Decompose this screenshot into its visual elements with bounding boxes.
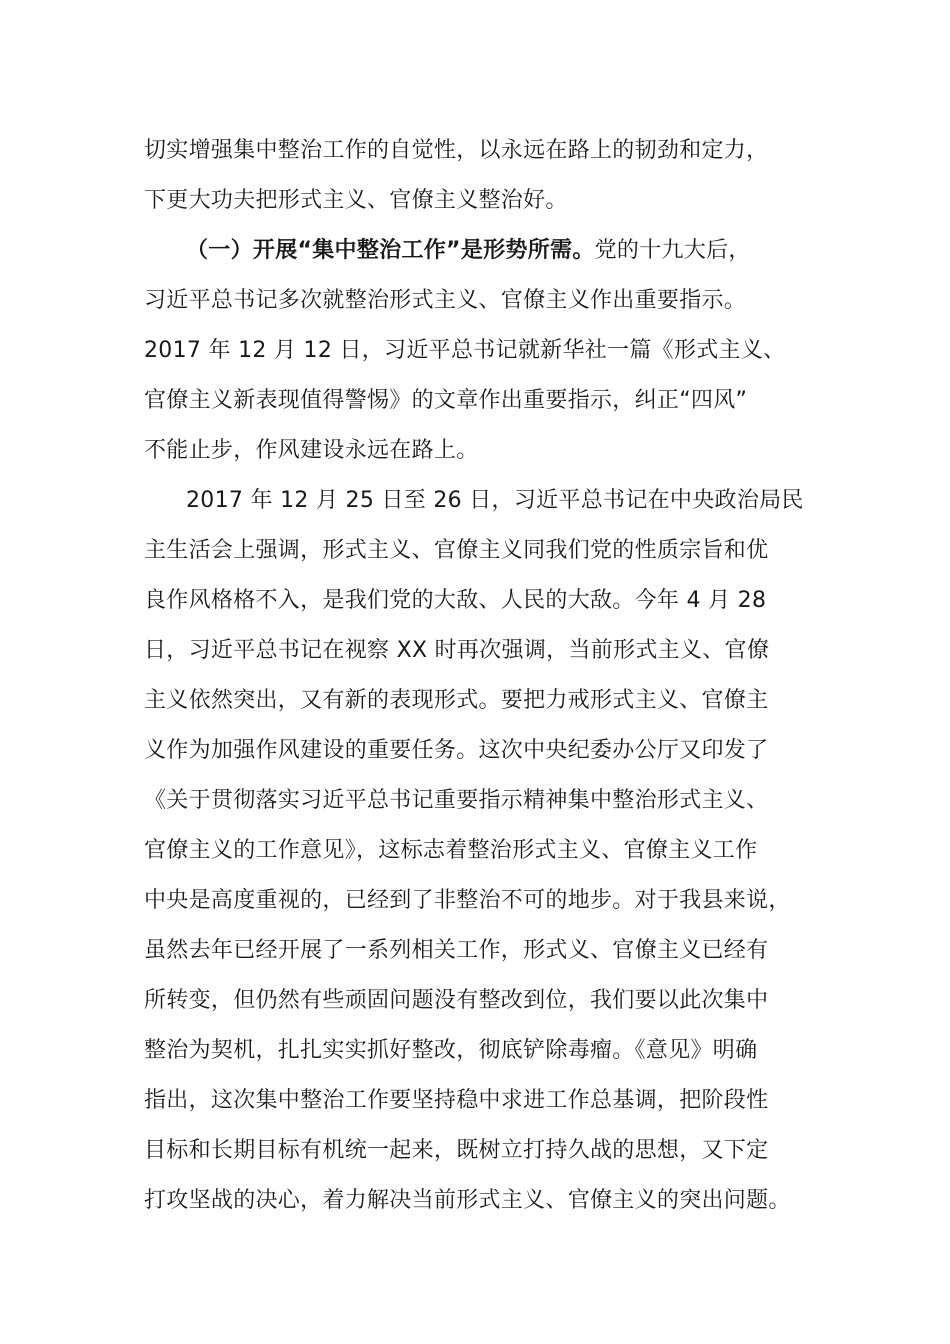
- paragraph-line: 所转变，但仍然有些顽固问题没有整改到位，我们要以此次集中: [144, 988, 769, 1013]
- paragraph-line: 2017 年 12 月 12 日，习近平总书记就新华社一篇《形式主义、: [144, 338, 786, 363]
- paragraph-line: 主生活会上强调，形式主义、官僚主义同我们党的性质宗旨和优: [144, 538, 769, 563]
- paragraph-line: 义作为加强作风建设的重要任务。这次中央纪委办公厅又印发了: [144, 738, 769, 763]
- paragraph-line: 中央是高度重视的，已经到了非整治不可的地步。对于我县来说，: [144, 888, 791, 913]
- paragraph-line: 虽然去年已经开展了一系列相关工作，形式义、官僚主义已经有: [144, 938, 769, 963]
- paragraph-line: 主义依然突出，又有新的表现形式。要把力戒形式主义、官僚主: [144, 688, 769, 713]
- paragraph-line: 指出，这次集中整治工作要坚持稳中求进工作总基调，把阶段性: [144, 1088, 769, 1113]
- paragraph-line: 《关于贯彻落实习近平总书记重要指示精神集中整治形式主义、: [144, 788, 769, 813]
- paragraph-line: 日，习近平总书记在视察 XX 时再次强调，当前形式主义、官僚: [144, 638, 770, 663]
- paragraph-line: 切实增强集中整治工作的自觉性，以永远在路上的韧劲和定力，: [144, 138, 769, 163]
- paragraph-line: 整治为契机，扎扎实实抓好整改，彻底铲除毒瘤。《意见》明确: [144, 1038, 758, 1063]
- paragraph-line: 官僚主义新表现值得警惕》的文章作出重要指示，纠正“四风”: [144, 388, 748, 413]
- section-heading-line: [186, 226, 886, 276]
- paragraph-line: 不能止步，作风建设永远在路上。: [144, 438, 479, 463]
- paragraph-line: 目标和长期目标有机统一起来，既树立打持久战的思想，又下定: [144, 1138, 769, 1163]
- paragraph-line: 官僚主义的工作意见》，这标志着整治形式主义、官僚主义工作: [144, 838, 758, 863]
- paragraph-line: 2017 年 12 月 25 日至 26 日，习近平总书记在中央政治局民: [186, 488, 804, 513]
- section-heading: （一）开展“集中整治工作”是形势所需。: [186, 238, 595, 263]
- paragraph-line: 打攻坚战的决心，着力解决当前形式主义、官僚主义的突出问题。: [144, 1188, 791, 1213]
- paragraph-text: 党的十九大后，: [594, 238, 751, 263]
- paragraph-line: 良作风格格不入，是我们党的大敌、人民的大敌。今年 4 月 28: [144, 588, 767, 613]
- paragraph-line: 下更大功夫把形式主义、官僚主义整治好。: [144, 188, 568, 213]
- paragraph-line: 习近平总书记多次就整治形式主义、官僚主义作出重要指示。: [144, 288, 747, 313]
